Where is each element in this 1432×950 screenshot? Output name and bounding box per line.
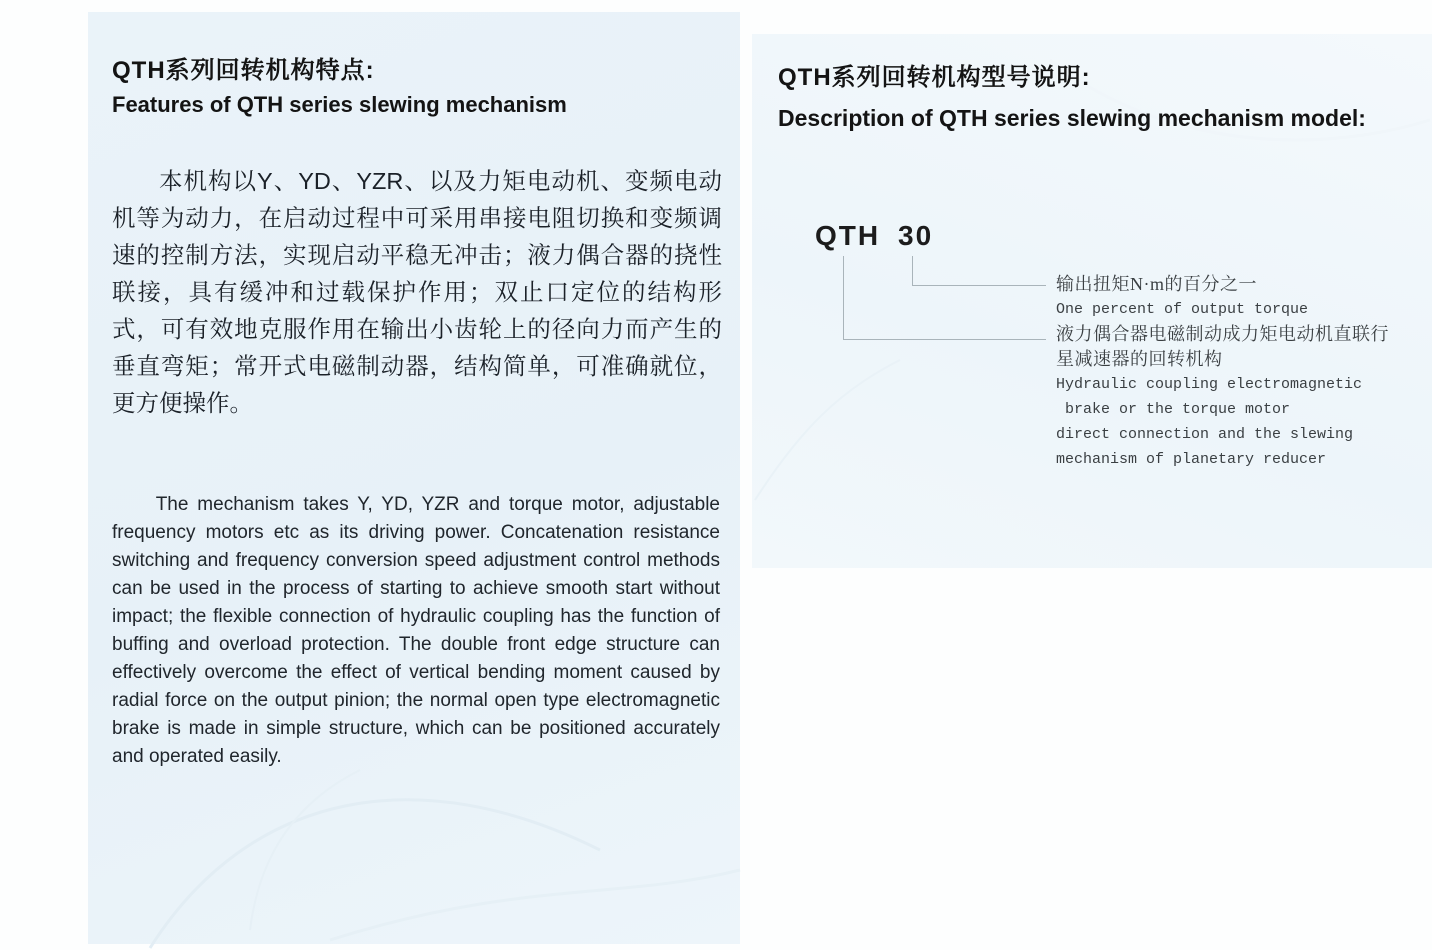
connector-line-prefix	[843, 256, 1046, 340]
features-panel	[88, 12, 740, 944]
features-paragraph-en: The mechanism takes Y, YD, YZR and torque motor, adjustable frequency motors etc as its driving power. Concatenation resistance switching and frequency conversion speed adjustment control methods can be used in the process of starting to achieve smooth start without impact; the flexible connection of hydraulic coupling has the function of buffing and overload protection. The double front edge structure can effectively overcome the effect of vertical bending moment caused by radial force on the output pinion; the normal open type electromagnetic brake is made in simple structure, which can be positioned accurately and operated easily.	[112, 494, 720, 767]
callout-text-line: brake or the torque motor	[1056, 401, 1291, 418]
model-title-en: Description of QTH series slewing mechanism model:	[778, 105, 1366, 131]
callout-number-meaning	[1056, 272, 1308, 322]
callout-text-line: direct connection and the slewing	[1056, 426, 1354, 443]
model-code-number: 30	[898, 220, 934, 251]
callout-text-line: 液力偶合器电磁制动成力矩电动机直联行	[1056, 324, 1389, 344]
model-code-prefix: QTH	[815, 220, 881, 251]
callout-text-line: Hydraulic coupling electromagnetic	[1056, 376, 1363, 393]
callout-text-line: 星减速器的回转机构	[1056, 349, 1223, 369]
features-title-en: Features of QTH series slewing mechanism	[112, 92, 567, 117]
callout-text-line: One percent of output torque	[1056, 301, 1309, 318]
callout-text-line: 输出扭矩N·m的百分之一	[1056, 274, 1257, 294]
features-title-zh: QTH系列回转机构特点:	[112, 57, 375, 84]
callout-text-line: mechanism of planetary reducer	[1056, 451, 1327, 468]
model-title-zh: QTH系列回转机构型号说明:	[778, 64, 1091, 91]
callout-prefix-meaning	[1056, 322, 1389, 472]
features-paragraph-zh: 本机构以Y、YD、YZR、以及力矩电动机、变频电动机等为动力，在启动过程中可采用串接电阻切换和变频调速的控制方法，实现启动平稳无冲击；液力偶合器的挠性联接，具有缓冲和过载保护作用；双止口定位的结构形式，可有效地克服作用在输出小齿轮上的径向力而产生的垂直弯矩；常开式电磁制动器，结构简单，可准确就位，更方便操作。	[112, 168, 722, 416]
